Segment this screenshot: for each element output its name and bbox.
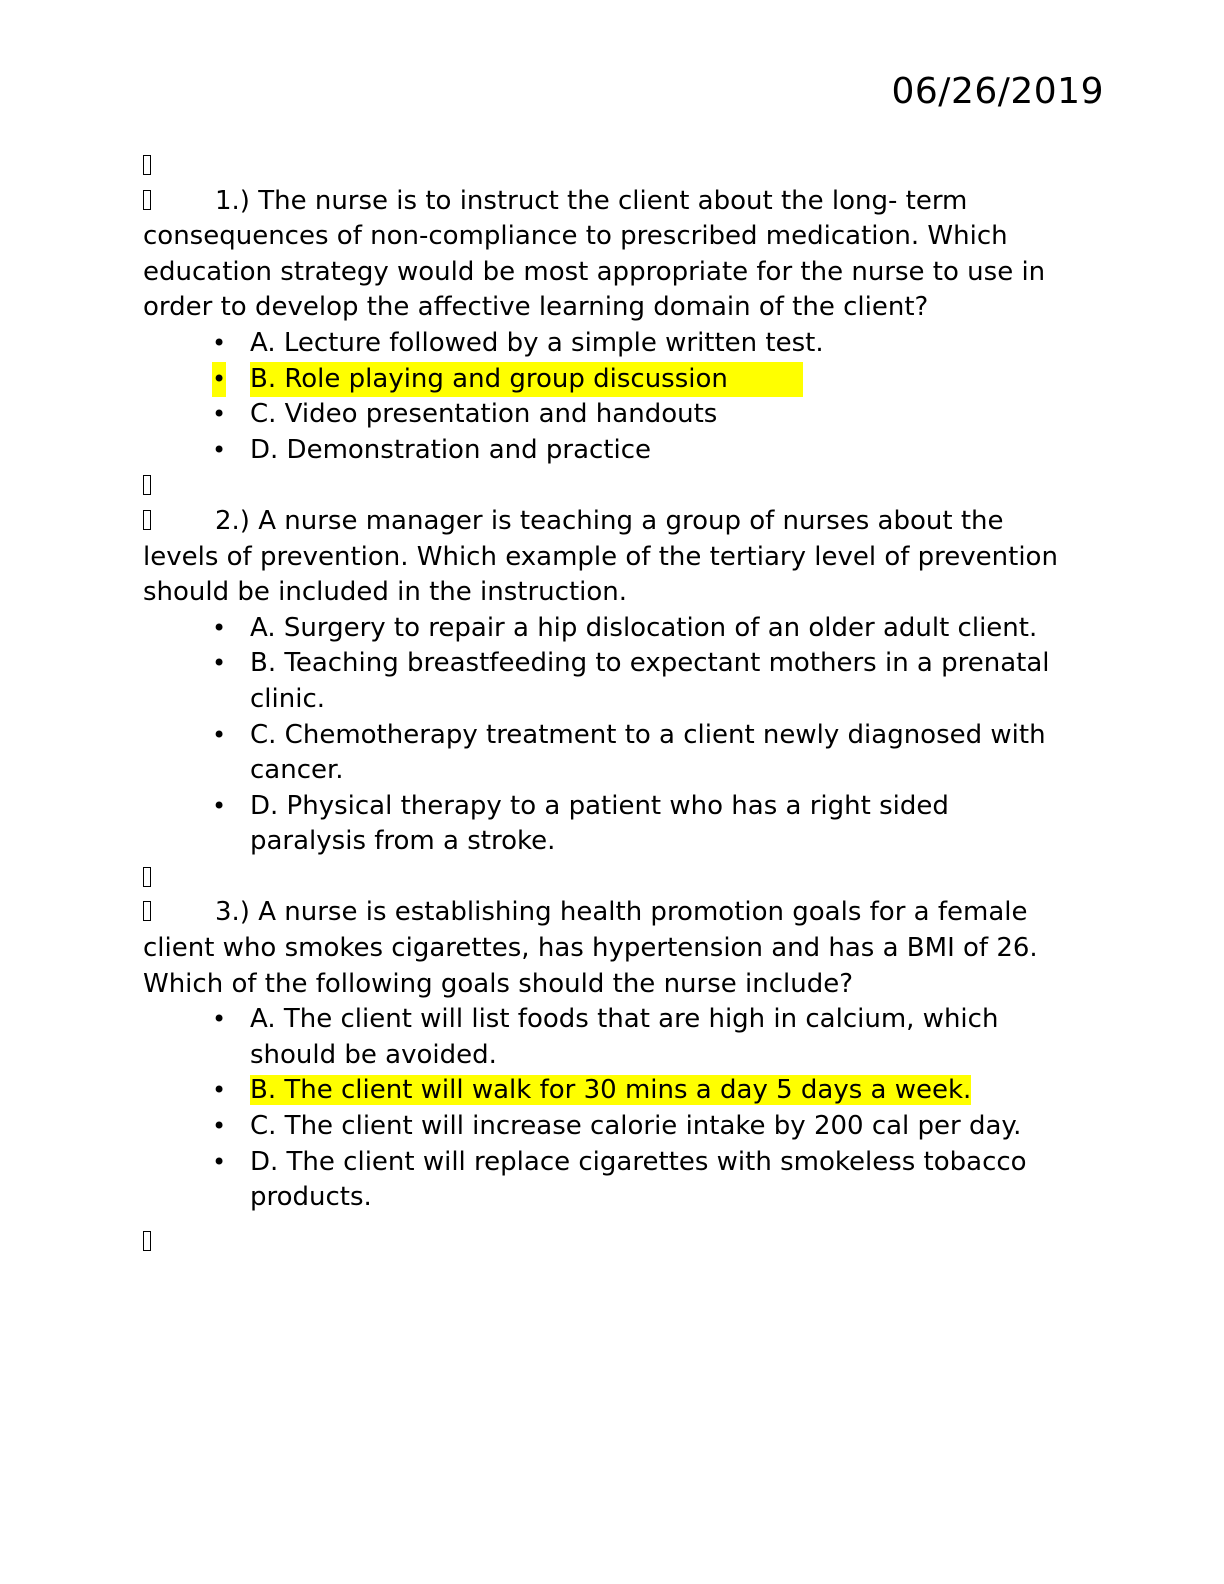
list-item (212, 1073, 1073, 1109)
bullet-icon: • (212, 649, 227, 678)
option-text: D. Physical therapy to a patient who has a right sided paralysis from a stroke. (250, 790, 949, 857)
list-item (212, 1109, 1073, 1145)
list-item (212, 646, 1073, 717)
option-list (143, 611, 1073, 860)
list-item (212, 397, 1073, 433)
question-text: 1.) The nurse is to instruct the client about the long- term consequences of non-compliance to prescribed medication. Which education strategy would be most appropriate for the nurse to use in order to develop the affective learning domain of the client? (143, 185, 1046, 323)
question-2 (143, 504, 1073, 611)
question-text: 3.) A nurse is establishing health promotion goals for a female client who smokes cigarettes, has hypertension and has a BMI of 26. Which of the following goals should the nurse include? (143, 897, 1038, 999)
missing-glyph-icon (143, 190, 151, 210)
list-item (212, 362, 1073, 398)
list-item (212, 718, 1073, 789)
list-item (212, 611, 1073, 647)
bullet-icon: • (212, 362, 226, 398)
question-3 (143, 895, 1073, 1002)
option-list (143, 326, 1073, 468)
bullet-icon: • (212, 1005, 227, 1034)
bullet-icon: • (212, 435, 227, 464)
option-text: C. Video presentation and handouts (250, 399, 718, 430)
option-list (143, 1002, 1073, 1216)
question-text: 2.) A nurse manager is teaching a group of nurses about the levels of prevention. Which example of the tertiary level of prevention should be included in the instruction. (143, 505, 1058, 608)
missing-glyph-icon (143, 867, 151, 887)
option-text: A. Lecture followed by a simple written test. (250, 327, 824, 358)
option-text: D. The client will replace cigarettes with smokeless tobacco products. (250, 1146, 1027, 1213)
spacer-line (143, 468, 1073, 504)
missing-glyph-icon (143, 1231, 151, 1251)
question-1 (143, 184, 1073, 326)
option-text: C. Chemotherapy treatment to a client newly diagnosed with cancer. (250, 719, 1046, 786)
missing-glyph-icon (143, 155, 151, 175)
option-text-highlighted: B. The client will walk for 30 mins a day 5 days a week. (250, 1075, 972, 1106)
option-text: A. Surgery to repair a hip dislocation of an older adult client. (250, 612, 1038, 643)
option-text-highlighted: B. Role playing and group discussion (250, 362, 803, 398)
bullet-icon: • (212, 1147, 227, 1176)
spacer-line (143, 860, 1073, 896)
bullet-icon: • (212, 720, 227, 749)
bullet-icon: • (212, 613, 227, 642)
option-text: A. The client will list foods that are high in calcium, which should be avoided. (250, 1004, 999, 1070)
document-body (143, 148, 1073, 1259)
option-text: B. Teaching breastfeeding to expectant mothers in a prenatal clinic. (250, 648, 1050, 714)
bullet-icon: • (212, 328, 227, 357)
spacer-line (143, 148, 1073, 184)
missing-glyph-icon (143, 510, 151, 530)
list-item (212, 1002, 1073, 1073)
option-text: D. Demonstration and practice (250, 434, 652, 465)
list-item (212, 326, 1073, 362)
bullet-icon: • (212, 1076, 227, 1105)
missing-glyph-icon (143, 475, 151, 495)
bullet-icon: • (212, 400, 227, 429)
list-item (212, 1145, 1073, 1216)
list-item (212, 433, 1073, 469)
bullet-icon: • (212, 1112, 227, 1141)
missing-glyph-icon (143, 901, 151, 921)
document-date: 06/26/2019 (891, 71, 1104, 112)
bullet-icon: • (212, 791, 227, 820)
spacer-line (143, 1224, 1073, 1260)
option-text: C. The client will increase calorie intake by 200 cal per day. (250, 1111, 1022, 1142)
list-item (212, 789, 1073, 860)
